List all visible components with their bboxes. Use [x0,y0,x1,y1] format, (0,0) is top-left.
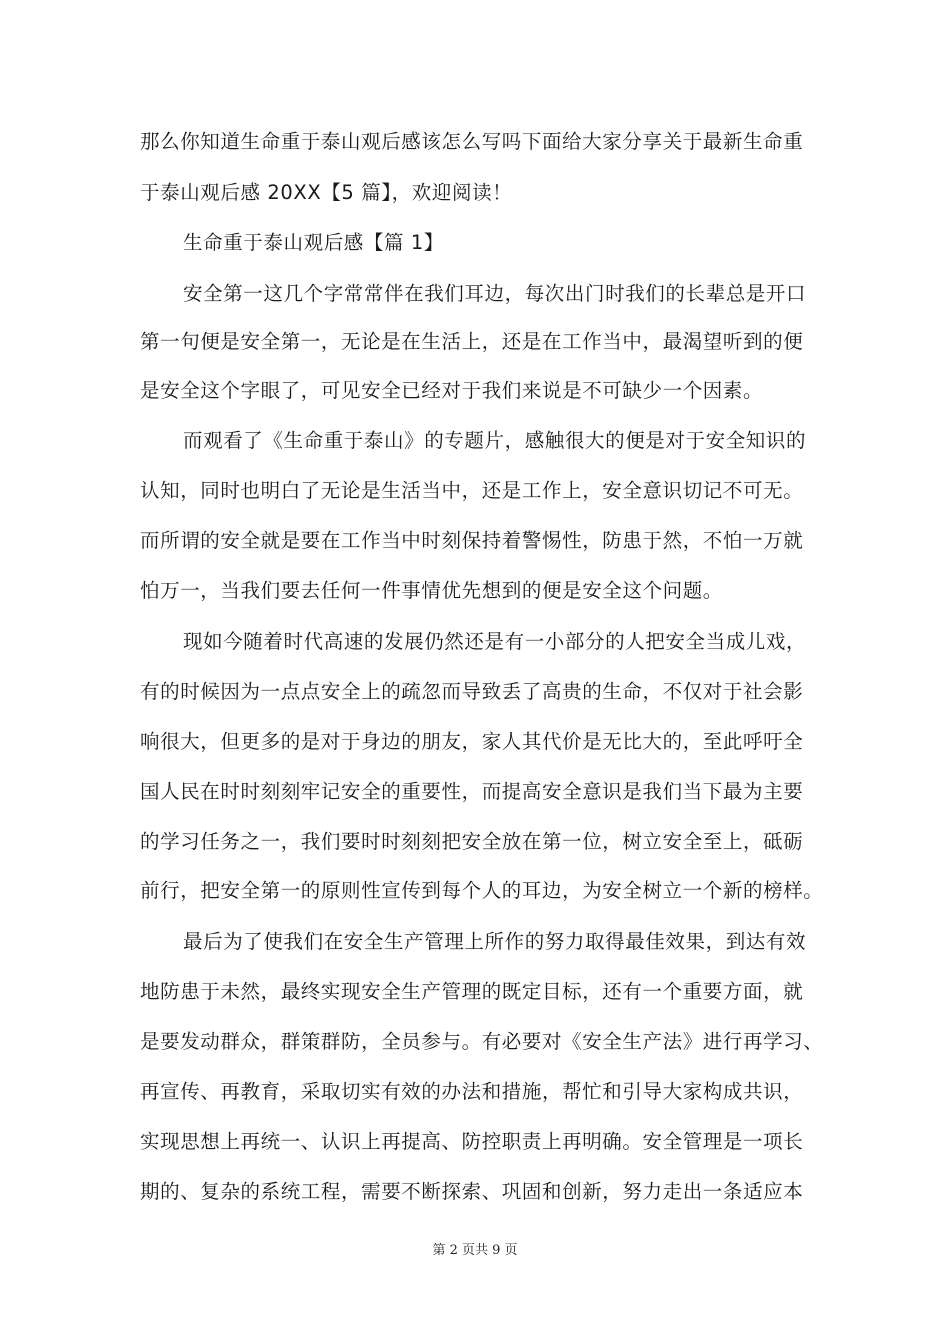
body-text-line: 地防患于未然，最终实现安全生产管理的既定目标，还有一个重要方面，就 [140,980,804,1003]
body-text-line: 期的、复杂的系统工程，需要不断探索、巩固和创新，努力走出一条适应本 [140,1180,804,1203]
body-text-line: 再宣传、再教育，采取切实有效的办法和措施，帮忙和引导大家构成共识， [140,1080,804,1103]
page-number-footer: 第 2 页共 9 页 [432,1243,518,1258]
body-text-line: 国人民在时时刻刻牢记安全的重要性，而提高安全意识是我们当下最为主要 [140,780,804,803]
body-text-line: 响很大，但更多的是对于身边的朋友，家人其代价是无比大的，至此呼吁全 [140,730,804,753]
paragraph-first-line: 而观看了《生命重于泰山》的专题片，感触很大的便是对于安全知识的 [183,429,807,452]
body-text-line: 那么你知道生命重于泰山观后感该怎么写吗下面给大家分享关于最新生命重 [140,130,804,153]
body-text-line: 有的时候因为一点点安全上的疏忽而导致丢了高贵的生命，不仅对于社会影 [140,680,804,703]
body-text-line: 前行，把安全第一的原则性宣传到每个人的耳边，为安全树立一个新的榜样。 [140,879,824,902]
body-text-line: 实现思想上再统一、认识上再提高、防控职责上再明确。安全管理是一项长 [140,1130,804,1153]
body-text-line: 的学习任务之一，我们要时时刻刻把安全放在第一位，树立安全至上，砥砺 [140,830,804,853]
body-text-line: 认知，同时也明白了无论是生活当中，还是工作上，安全意识切记不可无。 [140,479,804,502]
section-heading: 生命重于泰山观后感【篇 1】 [183,231,445,254]
body-text-line: 第一句便是安全第一，无论是在生活上，还是在工作当中，最渴望听到的便 [140,330,804,353]
body-text-line: 是安全这个字眼了，可见安全已经对于我们来说是不可缺少一个因素。 [140,379,764,402]
paragraph-first-line: 最后为了使我们在安全生产管理上所作的努力取得最佳效果，到达有效 [183,930,807,953]
body-text-line: 于泰山观后感 20XX【5 篇】，欢迎阅读！ [140,181,513,204]
body-text-line: 怕万一，当我们要去任何一件事情优先想到的便是安全这个问题。 [140,579,723,602]
body-text-line: 而所谓的安全就是要在工作当中时刻保持着警惕性，防患于然，不怕一万就 [140,529,804,552]
body-text-line: 是要发动群众，群策群防，全员参与。有必要对《安全生产法》进行再学习、 [140,1030,824,1053]
paragraph-first-line: 现如今随着时代高速的发展仍然还是有一小部分的人把安全当成儿戏， [183,630,807,653]
paragraph-first-line: 安全第一这几个字常常伴在我们耳边，每次出门时我们的长辈总是开口 [183,282,807,305]
